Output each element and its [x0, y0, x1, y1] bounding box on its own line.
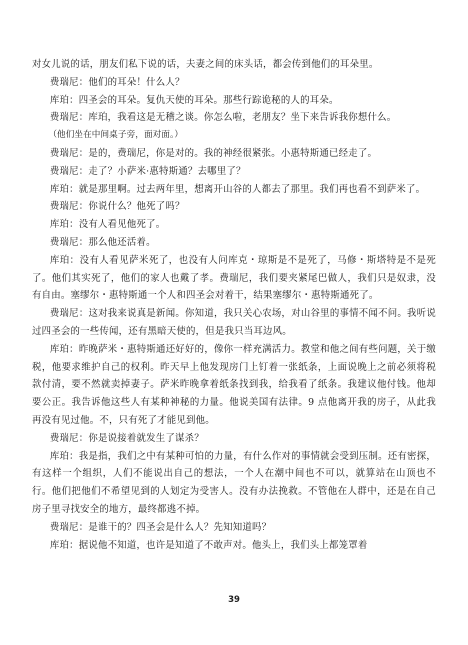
paragraph: 库珀：昨晚萨米・惠特斯通还好好的，像你一样充满活力。教堂和他之间有些问题，关于缴税，他要求维护自己的权利。昨天早上他发现房门上钉着一张纸条，上面说晚上之前必须将税款付清，要不然就卖掉妻子。萨米昨晚拿着纸条找到我，给我看了纸条。我建议他付钱。他却要公正。我告诉他这些人有某种神秘的力量。他说美国有法律。9 点他离开我的房子，从此我再没有见过他。不，只有死了才能见到他。: [32, 343, 436, 426]
paragraph: 费瑞尼：你是说接着就发生了谋杀？: [49, 432, 204, 444]
paragraph: 费瑞尼：这对我来说真是新闻。你知道，我只关心农场，对山谷里的事情不闻不问。我听说过四圣会的一些传闻，还有黑暗天使的，但是我只当耳边风。: [32, 308, 436, 337]
paragraph: 费瑞尼：你说什么？他死了吗？: [49, 201, 185, 213]
paragraph: 库珀：据说他不知道，也许是知道了不敢声对。他头上，我们头上都笼罩着: [49, 539, 368, 551]
paragraph: 费瑞尼：是谁干的？四圣会是什么人？先知知道吗？: [49, 521, 272, 533]
paragraph: 库珀：没有人看见他死了。: [49, 219, 166, 231]
paragraph: 费瑞尼：库珀，我看这是无稽之谈。你怎么啦，老朋友？坐下来告诉我你想什么。: [49, 112, 397, 124]
paragraph: 库珀：四圣会的耳朵。复仇天使的耳朵。那些行踪诡秘的人的耳朵。: [49, 94, 339, 106]
paragraph: 费瑞尼：是的，费瑞尼，你是对的。我的神经很紧张。小惠特斯通已经走了。: [49, 147, 378, 159]
paragraph: 库珀：就是那里啊。过去两年里，想离开山谷的人都去了那里。我们再也看不到萨米了。: [49, 183, 426, 195]
body-text: [32, 56, 436, 554]
paragraph: 库珀：我是指，我们之中有某种可怕的力量，有什么作对的事情就会受到压制。还有密探，有这样一个组织，人们不能说出自己的想法，一个人在潮中间也不可以，就算站在山顶也不行。他们把他们不希望见到的人划定为受害人。没有办法挽救。不管他在人群中，还是在自己房子里寻找安全的地方，最终都逃不掉。: [32, 450, 436, 515]
page-number: 39: [228, 595, 240, 605]
paragraph: 库珀：没有人看见萨米死了，也没有人问库克・琼斯是不是死了，马修・斯塔特是不是死了。他们其实死了，他们的家人也戴了孝。费瑞尼，我们要夹紧尾巴做人，我们只是奴隶，没有自由。塞缪尔・惠特斯通一个人和四圣会对着干，结果塞缪尔・惠特斯通死了。: [32, 254, 436, 302]
stage-direction: （他们坐在中间桌子旁，面对面。）: [48, 130, 184, 141]
paragraph: 费瑞尼：他们的耳朵！什么人？: [49, 76, 185, 88]
paragraph: 对女儿说的话，朋友们私下说的话，夫妻之间的床头话，都会传到他们的耳朵里。: [32, 59, 379, 70]
paragraph: 费瑞尼：那么他还活着。: [49, 236, 156, 248]
paragraph: 费瑞尼：走了？小萨米·惠特斯通？去哪里了？: [49, 165, 246, 177]
